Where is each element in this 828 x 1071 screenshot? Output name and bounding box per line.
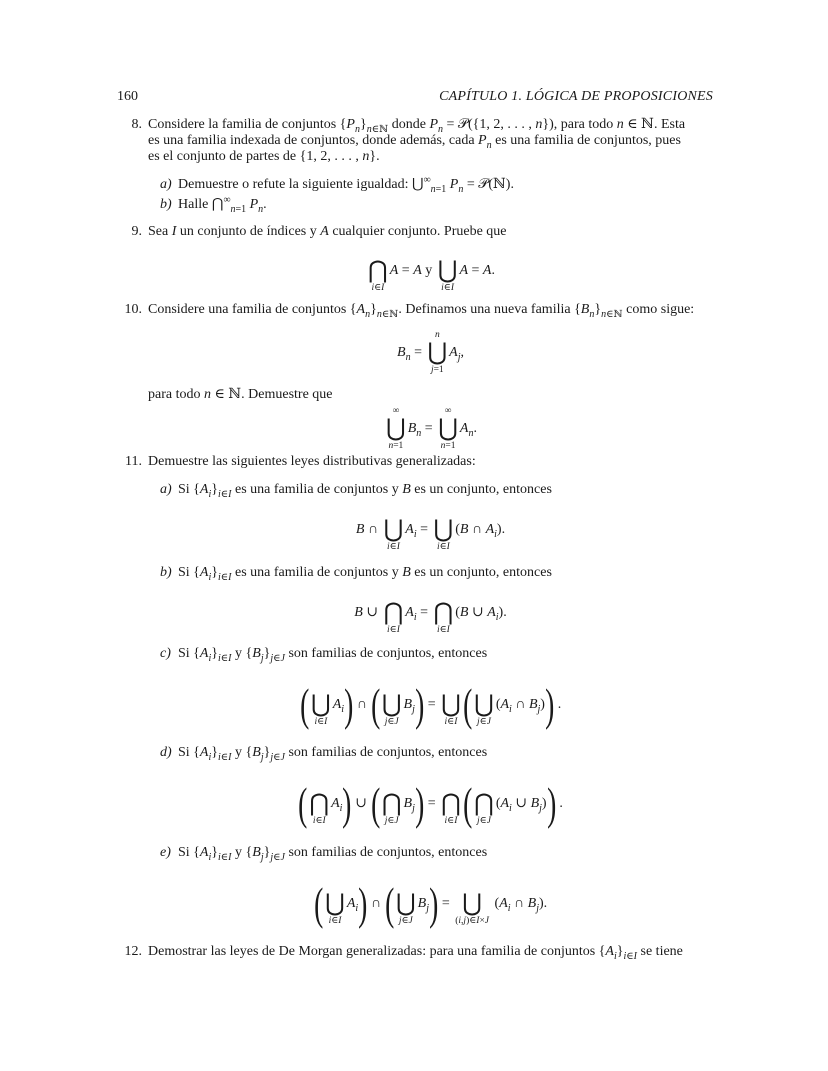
big-parenthesis: ) — [414, 778, 425, 829]
exercise-8-line-1: Considere la familia de conjuntos $\{P_n\}_{n\in ℕ}$ donde $P_n$ = 𝒫({1, 2, . . . , n}), para todo n ∈ ℕ. Esta — [148, 117, 686, 135]
exercise-11c-label: c) — [160, 646, 171, 661]
big-parenthesis: ) — [429, 878, 439, 929]
big-union-operator: ∞ ⋃ n=1 — [386, 406, 406, 451]
exercise-12-text: Demostrar las leyes de De Morgan generalizadas: para una familia de conjuntos $\{A_i\}_{i\in I}$ se tiene — [148, 944, 683, 962]
big-union-operator: ⋃ i∈I — [383, 517, 404, 552]
big-union-operator: ⋃ i∈I — [437, 258, 458, 293]
exercise-11e-equation: ( ⋃ i∈I $A_i$) ∩ ( ⋃ j∈J $B_j$) = ⋃ (i,j)∈I×J ($A_i$ ∩ $B_j$). — [313, 878, 548, 929]
big-parenthesis: ( — [370, 679, 380, 730]
big-parenthesis: ) — [546, 778, 556, 829]
big-intersection-operator: ⋂ j∈J — [474, 791, 494, 826]
exercise-8a-text: Demuestre o refute la siguiente igualdad: $⋃^\infty_{n=1}$ $P_n$ = 𝒫(ℕ). — [178, 174, 514, 195]
exercise-11b-equation: B ∪ ⋂ i∈I $A_i$ = ⋂ i∈I (B ∪ $A_i$). — [148, 590, 713, 636]
chapter-header: CAPÍTULO 1. LÓGICA DE PROPOSICIONES — [439, 89, 713, 104]
exercise-11c-equation: ( ⋃ i∈I $A_i$) ∩ ( ⋃ j∈J $B_j$) = ⋃ i∈I ( ⋃ j∈J ($A_i$ ∩ $B_j$)) . — [299, 679, 562, 730]
exercise-11a-equation: B ∩ ⋃ i∈I $A_i$ = ⋃ i∈I (B ∩ $A_i$). — [148, 507, 713, 553]
exercise-10-number: 10. — [124, 302, 142, 317]
big-parenthesis: ) — [344, 679, 354, 730]
exercise-10-equation-1: $B_n$ = n ⋃ j=1 $A_j$, — [397, 330, 464, 375]
big-intersection-operator: ⋂ j∈J — [381, 791, 402, 826]
exercise-8b-label: b) — [160, 197, 172, 212]
big-intersection-operator: ⋂ i∈I — [441, 791, 461, 826]
big-union-operator: ⋃ i∈I — [325, 891, 345, 926]
big-parenthesis: ) — [342, 778, 352, 829]
exercise-10-text: Considere una familia de conjuntos $\{A_n\}_{n\in ℕ}$. Definamos una nueva familia $\{B_n\}_{n\in ℕ}$ como sigue: — [148, 302, 695, 320]
exercise-11e-label: e) — [160, 845, 171, 860]
big-parenthesis: ( — [462, 778, 473, 829]
exercise-10-equation-2: ∞ ⋃ n=1 $B_n$ = ∞ ⋃ n=1 $A_n$. — [386, 406, 477, 451]
exercise-11d-text: Si $\{A_i\}_{i\in I}$ y $\{B_j\}_{j\in J}$ son familias de conjuntos, entonces — [178, 745, 488, 763]
page-number: 160 — [117, 89, 138, 104]
big-union-operator: ∞ ⋃ n=1 — [438, 406, 458, 451]
big-intersection-operator: ⋂ i∈I — [309, 791, 330, 826]
big-union-operator: ⋃ j∈J — [474, 692, 494, 727]
big-union-operator: ⋃ j∈J — [395, 891, 416, 926]
exercise-11-text: Demuestre las siguientes leyes distributivas generalizadas: — [148, 454, 476, 469]
exercise-9-text: Sea I un conjunto de índices y A cualquier conjunto. Pruebe que — [148, 224, 507, 239]
exercise-8b-text: Halle $⋂^\infty_{n=1}$ $P_n$. — [178, 194, 267, 215]
big-union-operator: ⋃ i∈I — [311, 692, 331, 727]
big-intersection-operator: ⋂ i∈I — [383, 600, 404, 635]
exercise-11e-text: Si $\{A_i\}_{i\in I}$ y $\{B_j\}_{j\in J}$ son familias de conjuntos, entonces — [178, 845, 488, 863]
exercise-11-number: 11. — [125, 454, 142, 469]
exercise-8-line-2: es una familia indexada de conjuntos, donde además, cada $P_n$ es una familia de conjuntos, pues — [148, 133, 681, 151]
big-parenthesis: ( — [462, 679, 473, 730]
exercise-12-number: 12. — [124, 944, 142, 959]
exercise-11c-text: Si $\{A_i\}_{i\in I}$ y $\{B_j\}_{j\in J}$ son familias de conjuntos, entonces — [178, 646, 488, 664]
big-union-operator: ⋃ j∈J — [381, 692, 402, 727]
big-parenthesis: ( — [313, 878, 324, 929]
big-union-operator: n ⋃ j=1 — [427, 330, 448, 375]
big-parenthesis: ( — [370, 778, 380, 829]
exercise-9-equation: ⋂ i∈I A = A y ⋃ i∈I A = A. — [148, 248, 713, 294]
big-intersection-operator: ⋂ i∈I — [433, 600, 454, 635]
big-union-operator: ⋃ i∈I — [433, 517, 454, 552]
big-parenthesis: ) — [358, 878, 368, 929]
exercise-8-line-3: es el conjunto de partes de {1, 2, . . . , n}. — [148, 149, 380, 164]
big-parenthesis: ( — [384, 878, 394, 929]
exercise-8-number: 8. — [131, 117, 142, 132]
big-union-operator: ⋃ i∈I — [441, 692, 461, 727]
big-parenthesis: ( — [298, 778, 308, 829]
exercise-11b-label: b) — [160, 565, 172, 580]
big-parenthesis: ) — [414, 679, 425, 730]
exercise-11a-label: a) — [160, 482, 172, 497]
big-intersection-operator: ⋂ i∈I — [368, 258, 388, 293]
exercise-11a-text: Si $\{A_i\}_{i\in I}$ es una familia de conjuntos y B es un conjunto, entonces — [178, 482, 552, 500]
exercise-11d-label: d) — [160, 745, 172, 760]
big-parenthesis: ( — [299, 679, 309, 730]
big-parenthesis: ) — [545, 679, 555, 730]
exercise-8a-label: a) — [160, 177, 172, 192]
exercise-11d-equation: ( ⋂ i∈I $A_i$) ∪ ( ⋂ j∈J $B_j$) = ⋂ i∈I ( ⋂ j∈J ($A_i$ ∪ $B_j$)) . — [298, 778, 563, 829]
big-union-operator: ⋃ (i,j)∈I×J — [455, 891, 490, 926]
exercise-9-number: 9. — [131, 224, 142, 239]
exercise-10-text-2: para todo n ∈ ℕ. Demuestre que — [148, 387, 333, 402]
exercise-11b-text: Si $\{A_i\}_{i\in I}$ es una familia de conjuntos y B es un conjunto, entonces — [178, 565, 552, 583]
